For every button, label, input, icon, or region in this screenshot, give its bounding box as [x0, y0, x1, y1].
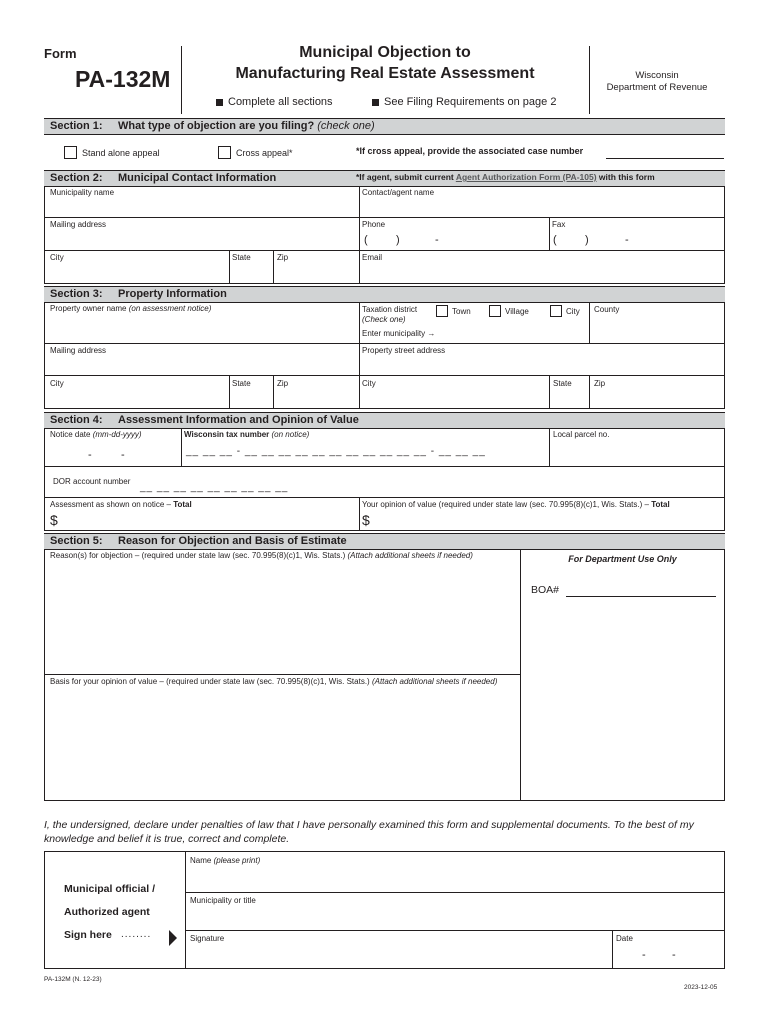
- state-label: State: [232, 253, 251, 262]
- taxation-district-label: Taxation district: [362, 305, 418, 314]
- local-parcel-label: Local parcel no.: [553, 430, 610, 439]
- agent-authorization-link[interactable]: Agent Authorization Form (PA-105): [455, 172, 597, 182]
- agency-name-line1: Wisconsin: [635, 70, 679, 81]
- section1-number: Section 1:: [50, 120, 103, 132]
- case-number-line[interactable]: [606, 158, 724, 159]
- fax-label: Fax: [552, 220, 566, 229]
- property-zip-label: Zip: [594, 379, 606, 388]
- agent-note-post: with this form: [598, 172, 655, 182]
- date-dash1: -: [642, 949, 646, 961]
- zip-label: Zip: [277, 253, 289, 262]
- fax-close-paren: ): [585, 234, 589, 246]
- sign-here-label: Sign here: [64, 929, 112, 941]
- phone-label: Phone: [362, 220, 386, 229]
- form-number: PA-132M: [75, 66, 171, 92]
- section1-header: [44, 118, 725, 134]
- agent-note-pre: *If agent, submit current: [356, 172, 454, 182]
- authorized-agent-label: Authorized agent: [64, 906, 150, 918]
- signature-label: Signature: [190, 934, 225, 943]
- section3-title: Property Information: [118, 288, 227, 300]
- city-label: City: [50, 253, 64, 262]
- village-label: Village: [505, 307, 529, 316]
- agent-note: [356, 172, 655, 182]
- phone-open-paren: (: [364, 234, 368, 246]
- stand-alone-appeal-checkbox[interactable]: [64, 146, 77, 159]
- wi-tax-number-label: Wisconsin tax number (on notice): [184, 430, 310, 439]
- city-checkbox[interactable]: [550, 305, 562, 317]
- section3-number: Section 3:: [50, 288, 103, 300]
- cross-appeal-case-label: *If cross appeal, provide the associated case number: [356, 146, 584, 156]
- name-print-label: Name (please print): [190, 856, 261, 865]
- owner-zip-label: Zip: [277, 379, 289, 388]
- phone-close-paren: ): [396, 234, 400, 246]
- notice-date-label: Notice date (mm-dd-yyyy): [50, 430, 142, 439]
- owner-mailing-address-label: Mailing address: [50, 346, 107, 355]
- section4-title: Assessment Information and Opinion of Value: [118, 414, 359, 426]
- enter-municipality-label: Enter municipality →: [362, 329, 436, 338]
- bullet-complete-sections: Complete all sections: [228, 96, 333, 108]
- boa-line[interactable]: [566, 596, 716, 597]
- section2-title: Municipal Contact Information: [118, 172, 277, 184]
- notice-date-dash1: -: [88, 449, 92, 461]
- county-label: County: [594, 305, 620, 314]
- section1-title: What type of objection are you filing?: [118, 120, 315, 132]
- sign-here-arrow-icon: [169, 930, 177, 946]
- property-owner-name-label: Property owner name (on assessment notice): [50, 304, 212, 313]
- owner-city-label: City: [50, 379, 64, 388]
- section5-header: [44, 533, 725, 549]
- dor-account-blanks[interactable]: __ __ __ __ __ __ __ __ __: [140, 482, 289, 493]
- city-option-label: City: [566, 307, 580, 316]
- opinion-of-value-label: Your opinion of value (required under state law (sec. 70.995(8)(c)1, Wis. Stats.) – Total: [362, 500, 670, 509]
- fax-dash: -: [625, 234, 629, 246]
- property-state-label: State: [553, 379, 572, 388]
- dor-account-label: DOR account number: [53, 477, 131, 486]
- declaration-text: I, the undersigned, declare under penalties of law that I have personally examined this form and supplemental documents. To the best of my knowledge and belief it is true, correct and complete.: [44, 819, 694, 845]
- town-label: Town: [452, 307, 471, 316]
- wi-tax-number-blanks[interactable]: __ __ __ - __ __ __ __ __ __ __ __ __ __ __ - __ __ __: [186, 446, 486, 457]
- cross-appeal-checkbox[interactable]: [218, 146, 231, 159]
- bullet-square-icon: [216, 99, 223, 106]
- opinion-dollar-sign: $: [362, 512, 370, 528]
- bullet-filing-requirements: See Filing Requirements on page 2: [384, 96, 557, 108]
- form-title-line1: Municipal Objection to: [299, 44, 471, 61]
- notice-date-dash2: -: [121, 449, 125, 461]
- assessment-dollar-sign: $: [50, 512, 58, 528]
- section4-grid: [44, 428, 725, 531]
- section5-title: Reason for Objection and Basis of Estimate: [118, 535, 347, 547]
- date-label: Date: [616, 934, 633, 943]
- email-label: Email: [362, 253, 383, 262]
- agency-name-line2: Department of Revenue: [606, 82, 708, 93]
- section5-grid: [44, 549, 725, 801]
- fax-open-paren: (: [553, 234, 557, 246]
- municipality-name-label: Municipality name: [50, 188, 115, 197]
- check-one-note: (Check one): [362, 315, 406, 324]
- stand-alone-appeal-label: Stand alone appeal: [82, 148, 160, 158]
- department-use-only-label: For Department Use Only: [568, 554, 677, 564]
- mailing-address-label: Mailing address: [50, 220, 107, 229]
- form-revision: PA-132M (N. 12-23): [44, 976, 102, 983]
- reasons-label: Reason(s) for objection – (required under state law (sec. 70.995(8)(c)1, Wis. Stats.) (Attach additional sheets if needed): [50, 551, 473, 560]
- section1-bottom-rule: [44, 134, 725, 135]
- boa-label: BOA#: [531, 584, 560, 596]
- section2-number: Section 2:: [50, 172, 103, 184]
- cross-appeal-label: Cross appeal*: [236, 148, 293, 158]
- section4-number: Section 4:: [50, 414, 103, 426]
- section1-title-note: (check one): [317, 120, 375, 132]
- assessment-label: Assessment as shown on notice – Total: [50, 500, 192, 509]
- form-word: Form: [44, 46, 77, 61]
- footer-date: 2023-12-05: [684, 984, 718, 991]
- property-city-label: City: [362, 379, 376, 388]
- phone-dash: -: [435, 234, 439, 246]
- section4-header: [44, 412, 725, 428]
- municipality-title-label: Municipality or title: [190, 896, 256, 905]
- municipal-official-label: Municipal official /: [64, 883, 156, 895]
- contact-agent-name-label: Contact/agent name: [362, 188, 435, 197]
- basis-label: Basis for your opinion of value – (required under state law (sec. 70.995(8)(c)1, Wis. Stats.) (Attach additional sheets if needed): [50, 677, 498, 686]
- form-title-line2: Manufacturing Real Estate Assessment: [235, 65, 535, 82]
- village-checkbox[interactable]: [489, 305, 501, 317]
- bullet-square-icon: [372, 99, 379, 106]
- town-checkbox[interactable]: [436, 305, 448, 317]
- section5-number: Section 5:: [50, 535, 103, 547]
- section3-header: [44, 286, 725, 302]
- owner-state-label: State: [232, 379, 251, 388]
- date-dash2: -: [672, 949, 676, 961]
- property-street-address-label: Property street address: [362, 346, 446, 355]
- section2-grid: [44, 186, 725, 284]
- sign-here-dots: ........: [121, 929, 152, 940]
